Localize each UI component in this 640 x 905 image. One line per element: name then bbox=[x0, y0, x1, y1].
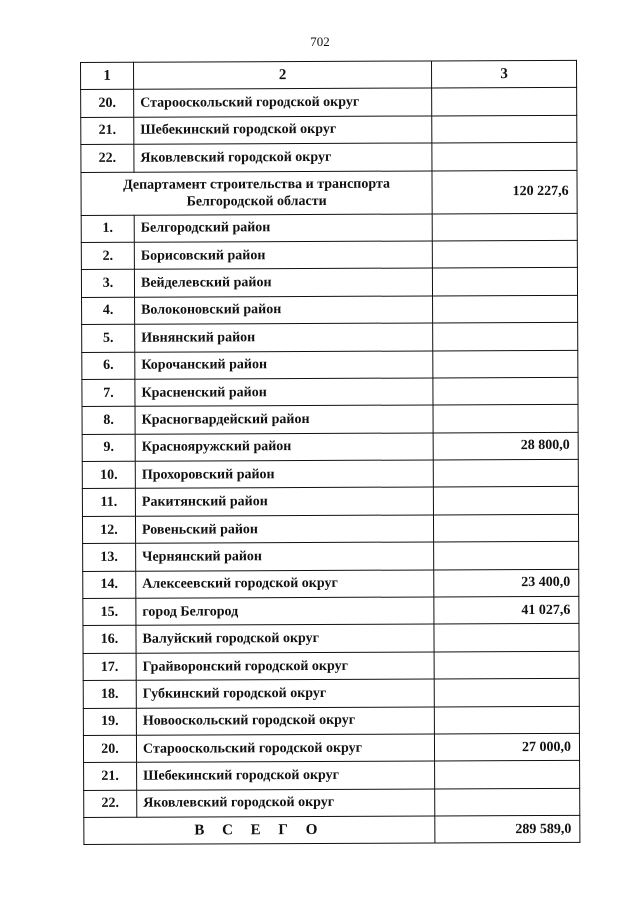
row-name: Прохоровский район bbox=[135, 460, 433, 489]
table-row bbox=[81, 115, 577, 145]
row-amount bbox=[433, 377, 578, 405]
row-name: город Белгород bbox=[136, 597, 434, 626]
row-number: 17. bbox=[83, 653, 136, 681]
row-name: Красногвардейский район bbox=[135, 405, 433, 434]
row-number: 21. bbox=[81, 117, 134, 145]
table-row bbox=[81, 268, 577, 298]
row-name: Губкинский городской округ bbox=[136, 679, 434, 708]
table-row bbox=[82, 295, 578, 325]
row-number: 15. bbox=[83, 598, 136, 626]
row-number: 9. bbox=[82, 434, 135, 462]
row-amount bbox=[433, 322, 578, 350]
row-name: Ракитянский район bbox=[135, 487, 433, 516]
header-col1: 1 bbox=[81, 62, 134, 90]
table-body bbox=[81, 60, 580, 844]
table-row bbox=[83, 542, 579, 572]
row-amount: 41 027,6 bbox=[434, 596, 579, 624]
row-amount bbox=[434, 651, 579, 679]
row-name: Старооскольский городской округ bbox=[134, 88, 432, 117]
table-row bbox=[83, 651, 579, 681]
row-name: Краснояружский район bbox=[135, 433, 433, 462]
row-number: 22. bbox=[81, 144, 134, 172]
row-name: Яковлевский городской округ bbox=[137, 789, 435, 818]
total-amount: 289 589,0 bbox=[435, 815, 580, 843]
row-amount bbox=[433, 405, 578, 433]
table-row bbox=[83, 624, 579, 654]
row-name: Красненский район bbox=[135, 378, 433, 407]
row-name: Борисовский район bbox=[134, 241, 432, 270]
row-amount: 28 800,0 bbox=[433, 432, 578, 460]
row-name: Новооскольский городской округ bbox=[136, 707, 434, 736]
table-row bbox=[82, 487, 578, 517]
row-amount bbox=[433, 487, 578, 515]
row-name: Яковлевский городской округ bbox=[134, 143, 432, 172]
total-label: В С Е Г О bbox=[84, 816, 435, 845]
table-row bbox=[82, 432, 578, 462]
row-amount bbox=[433, 514, 578, 542]
row-amount bbox=[433, 350, 578, 378]
table-row bbox=[82, 377, 578, 407]
row-name: Волоконовский район bbox=[135, 296, 433, 325]
row-name: Грайворонский городской округ bbox=[136, 652, 434, 681]
header-col3: 3 bbox=[431, 60, 576, 88]
row-name: Шебекинский городской округ bbox=[134, 116, 432, 145]
row-amount bbox=[433, 295, 578, 323]
row-name: Ровеньский район bbox=[135, 515, 433, 544]
row-number: 21. bbox=[84, 763, 137, 791]
row-name: Ивнянский район bbox=[135, 323, 433, 352]
row-amount bbox=[434, 706, 579, 734]
table-row bbox=[84, 788, 580, 818]
department-row bbox=[81, 170, 577, 215]
table-row bbox=[82, 459, 578, 489]
row-amount bbox=[432, 88, 577, 116]
row-amount: 23 400,0 bbox=[434, 569, 579, 597]
row-number: 20. bbox=[83, 735, 136, 763]
row-number: 8. bbox=[82, 407, 135, 435]
row-number: 14. bbox=[83, 571, 136, 599]
row-name: Валуйский городской округ bbox=[136, 624, 434, 653]
row-number: 2. bbox=[81, 242, 134, 270]
table-row bbox=[81, 143, 577, 173]
row-name: Белгородский район bbox=[134, 214, 432, 243]
row-number: 5. bbox=[82, 324, 135, 352]
table-row bbox=[83, 679, 579, 709]
table-row bbox=[83, 569, 579, 599]
table-row bbox=[82, 405, 578, 435]
row-number: 13. bbox=[83, 544, 136, 572]
row-amount bbox=[435, 761, 580, 789]
page-number: 702 bbox=[310, 34, 330, 49]
row-number: 12. bbox=[82, 516, 135, 544]
total-row bbox=[84, 815, 580, 844]
row-number: 1. bbox=[81, 215, 134, 243]
row-number: 22. bbox=[84, 790, 137, 818]
row-name: Алексеевский городской округ bbox=[136, 570, 434, 599]
table-row bbox=[81, 213, 577, 243]
row-amount: 27 000,0 bbox=[434, 733, 579, 761]
row-amount bbox=[432, 213, 577, 241]
department-amount: 120 227,6 bbox=[432, 170, 577, 214]
row-amount bbox=[432, 143, 577, 171]
table-row bbox=[83, 706, 579, 736]
table-row bbox=[81, 240, 577, 270]
table-row bbox=[82, 322, 578, 352]
table-row bbox=[83, 733, 579, 763]
row-name: Корочанский район bbox=[135, 350, 433, 379]
row-number: 3. bbox=[81, 270, 134, 298]
table-row bbox=[84, 761, 580, 791]
row-name: Старооскольский городской округ bbox=[136, 734, 434, 763]
table-row bbox=[82, 350, 578, 380]
row-number: 7. bbox=[82, 379, 135, 407]
row-number: 16. bbox=[83, 626, 136, 654]
table-row bbox=[83, 596, 579, 626]
row-number: 10. bbox=[82, 461, 135, 489]
row-amount bbox=[432, 268, 577, 296]
row-number: 6. bbox=[82, 352, 135, 380]
row-name: Чернянский район bbox=[136, 542, 434, 571]
row-name: Шебекинский городской округ bbox=[137, 761, 435, 790]
header-row bbox=[81, 60, 577, 90]
budget-table bbox=[80, 60, 580, 845]
row-number: 19. bbox=[83, 708, 136, 736]
row-amount bbox=[432, 115, 577, 143]
row-amount bbox=[433, 459, 578, 487]
row-number: 18. bbox=[83, 680, 136, 708]
table-row bbox=[82, 514, 578, 544]
row-amount bbox=[435, 788, 580, 816]
row-amount bbox=[434, 624, 579, 652]
row-amount bbox=[434, 679, 579, 707]
table-row bbox=[81, 88, 577, 118]
row-amount bbox=[434, 542, 579, 570]
department-name: Департамент строительства и транспорта Белгородской области bbox=[81, 171, 432, 216]
row-amount bbox=[432, 240, 577, 268]
header-col2: 2 bbox=[134, 61, 432, 90]
row-number: 4. bbox=[82, 297, 135, 325]
row-name: Вейделевский район bbox=[134, 268, 432, 297]
row-number: 20. bbox=[81, 90, 134, 118]
row-number: 11. bbox=[82, 489, 135, 517]
